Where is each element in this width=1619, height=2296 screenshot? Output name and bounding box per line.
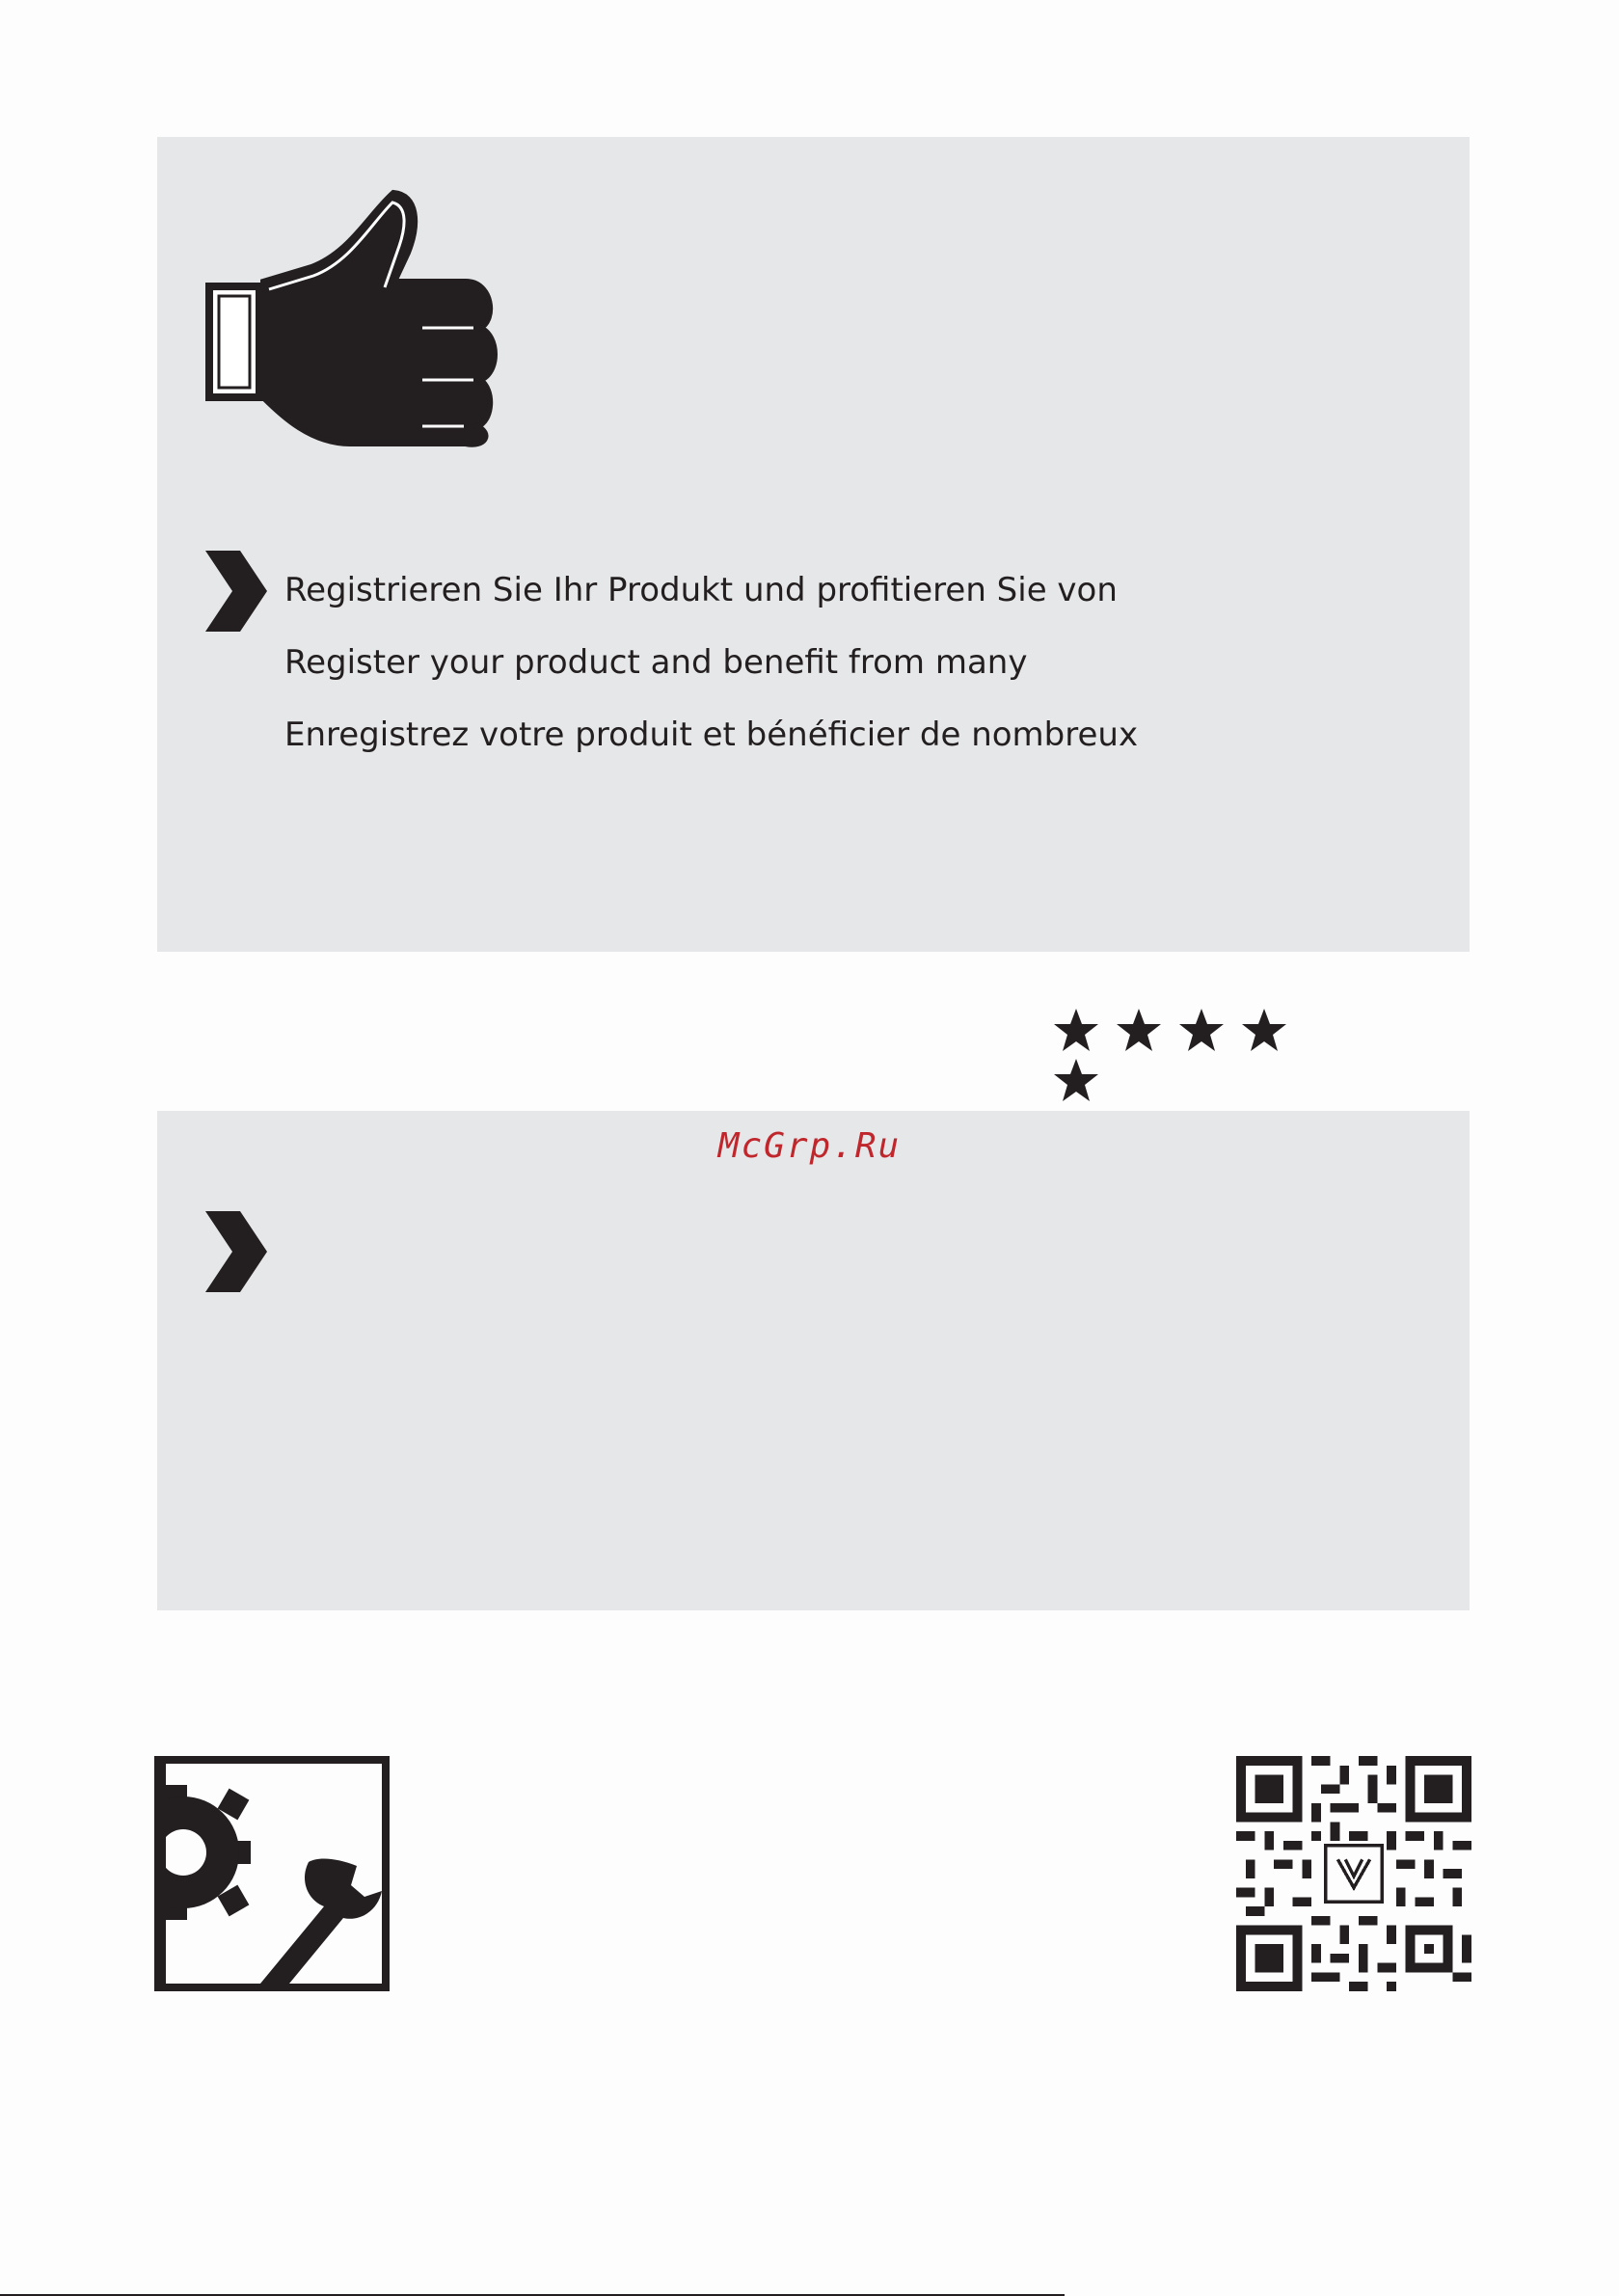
star-icon: [1241, 1007, 1287, 1053]
info-panel: [157, 1111, 1470, 1610]
watermark-text: McGrp.Ru: [717, 1126, 902, 1166]
registration-line-de: Registrieren Sie Ihr Produkt und profitieren Sie von: [284, 571, 1118, 609]
gear-wrench-icon: [154, 1756, 390, 1991]
star-icon: [1178, 1007, 1225, 1053]
registration-line-fr: Enregistrez votre produit et bénéficier de nombreux: [284, 716, 1139, 754]
chevron-right-icon: [205, 551, 267, 632]
registration-line-en: Register your product and benefit from many: [284, 643, 1028, 682]
star-icon: [1053, 1057, 1099, 1103]
rating-stars: [1053, 1007, 1352, 1055]
qr-code: [1236, 1756, 1471, 1991]
thumbs-up-icon: [205, 185, 502, 447]
star-icon: [1116, 1007, 1162, 1053]
chevron-right-icon: [205, 1211, 267, 1292]
star-icon: [1053, 1007, 1099, 1053]
